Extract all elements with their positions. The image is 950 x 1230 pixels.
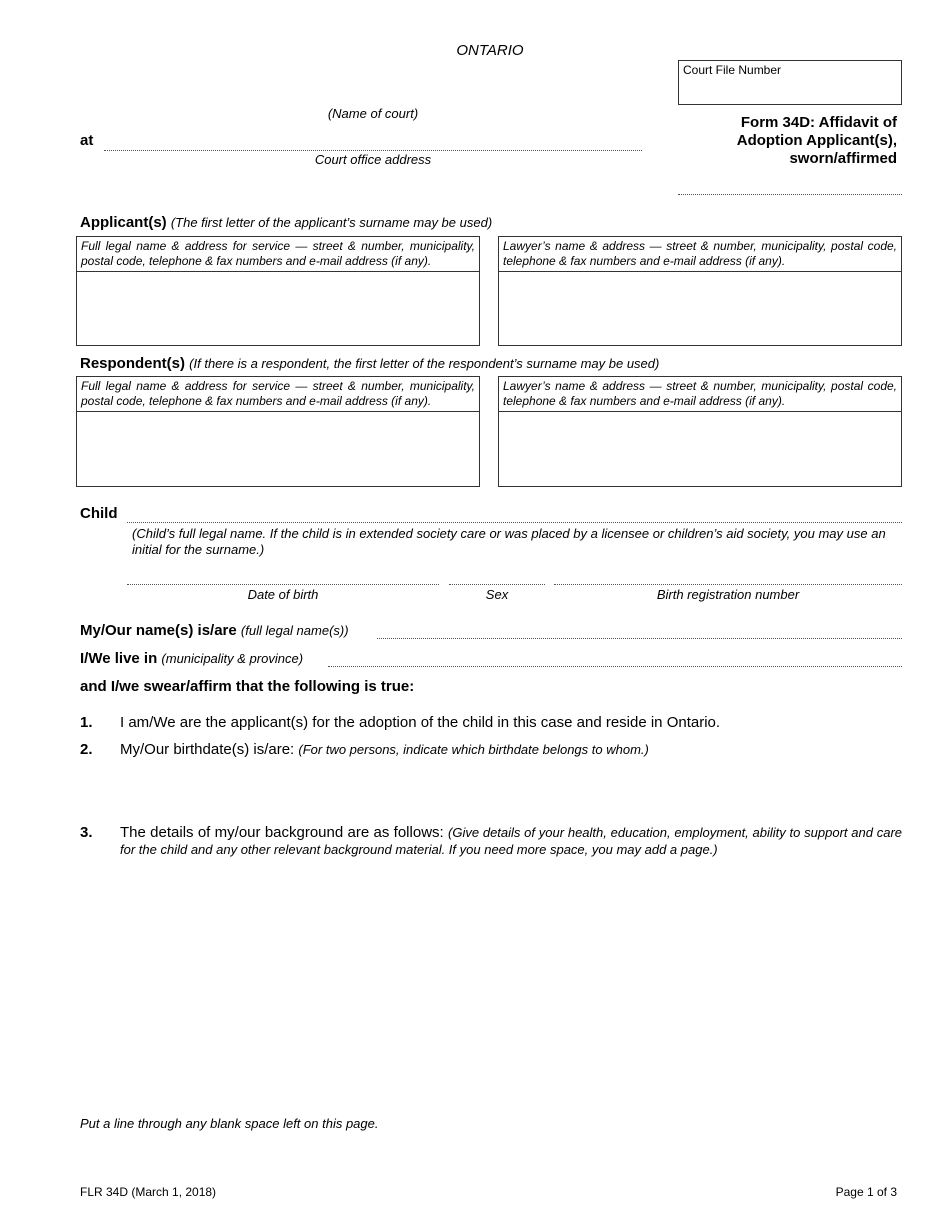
birth-reg-line[interactable] [554, 584, 902, 585]
form-code: FLR 34D (March 1, 2018) [80, 1185, 217, 1199]
child-name-line[interactable] [127, 522, 902, 523]
item-body: My/Our birthdate(s) is/are: [120, 741, 295, 758]
item-text [120, 741, 902, 758]
names-row [80, 622, 349, 639]
sex-label: Sex [485, 587, 509, 602]
applicants-note: (The first letter of the applicant’s surname may be used) [170, 215, 493, 230]
sworn-date-line[interactable] [678, 194, 902, 195]
item-text [120, 714, 902, 731]
live-label: I/We live in [80, 650, 158, 667]
item-body: The details of my/our background are as follows: [120, 824, 444, 841]
item-text [120, 824, 902, 858]
court-office-label: Court office address [314, 152, 432, 167]
item-note: (For two persons, indicate which birthdate belongs to whom.) [298, 742, 649, 757]
applicant-info-header: Full legal name & address for service — street & number, municipality, postal code, telephone & fax numbers and e-mail address (if any). [77, 237, 479, 272]
name-of-court-label: (Name of court) [327, 106, 419, 121]
names-note: (full legal name(s)) [240, 623, 349, 638]
item-body: I am/We are the applicant(s) for the adoption of the child in this case and reside in Ontario. [120, 714, 721, 731]
dob-label: Date of birth [247, 587, 319, 602]
item-note: (Give details of your health, education, employment, ability to support and care for the child and any other relevant background material. If you need more space, you may add a page.) [120, 825, 903, 857]
item-number: 1. [80, 714, 93, 731]
oath-statement: and I/we swear/affirm that the following is true: [80, 678, 415, 695]
blank-space-note: Put a line through any blank space left on this page. [80, 1116, 379, 1131]
item-number: 3. [80, 824, 93, 841]
court-file-number-field[interactable] [678, 60, 902, 105]
live-note: (municipality & province) [161, 651, 304, 666]
form-title-line: Form 34D: Affidavit of [740, 114, 897, 131]
child-note: (Child’s full legal name. If the child is in extended society care or was placed by a licensee or children’s aid society, you may use an initial for the surname.) [132, 526, 886, 557]
live-line[interactable] [328, 666, 902, 667]
form-title-line: Adoption Applicant(s), [736, 132, 897, 149]
applicant-lawyer-header: Lawyer’s name & address — street & number, municipality, postal code, telephone & fax numbers and e-mail address (if any). [499, 237, 901, 272]
applicants-heading-row [80, 214, 492, 231]
sex-line[interactable] [449, 584, 545, 585]
court-file-number-label: Court File Number [683, 63, 782, 77]
applicants-heading: Applicant(s) [80, 214, 167, 231]
respondents-note: (If there is a respondent, the first letter of the respondent’s surname may be used) [189, 356, 660, 371]
child-label: Child [80, 505, 118, 522]
respondents-heading: Respondent(s) [80, 355, 185, 372]
names-label: My/Our name(s) is/are [80, 622, 237, 639]
form-title [737, 114, 897, 168]
respondent-info-header: Full legal name & address for service — street & number, municipality, postal code, telephone & fax numbers and e-mail address (if any). [77, 377, 479, 412]
court-office-address-line[interactable] [104, 150, 642, 151]
respondents-heading-row [80, 355, 659, 372]
respondent-lawyer-header: Lawyer’s name & address — street & number, municipality, postal code, telephone & fax numbers and e-mail address (if any). [499, 377, 901, 412]
live-row [80, 650, 303, 667]
page-number: Page 1 of 3 [835, 1185, 897, 1199]
item-number: 2. [80, 741, 93, 758]
respondent-lawyer-box[interactable] [498, 376, 902, 487]
dob-line[interactable] [127, 584, 439, 585]
form-title-line: sworn/affirmed [789, 150, 897, 167]
names-line[interactable] [377, 638, 902, 639]
applicant-info-box[interactable] [76, 236, 480, 346]
applicant-lawyer-box[interactable] [498, 236, 902, 346]
birth-reg-label: Birth registration number [656, 587, 800, 602]
jurisdiction: ONTARIO [456, 42, 524, 59]
respondent-info-box[interactable] [76, 376, 480, 487]
at-label: at [80, 132, 94, 149]
